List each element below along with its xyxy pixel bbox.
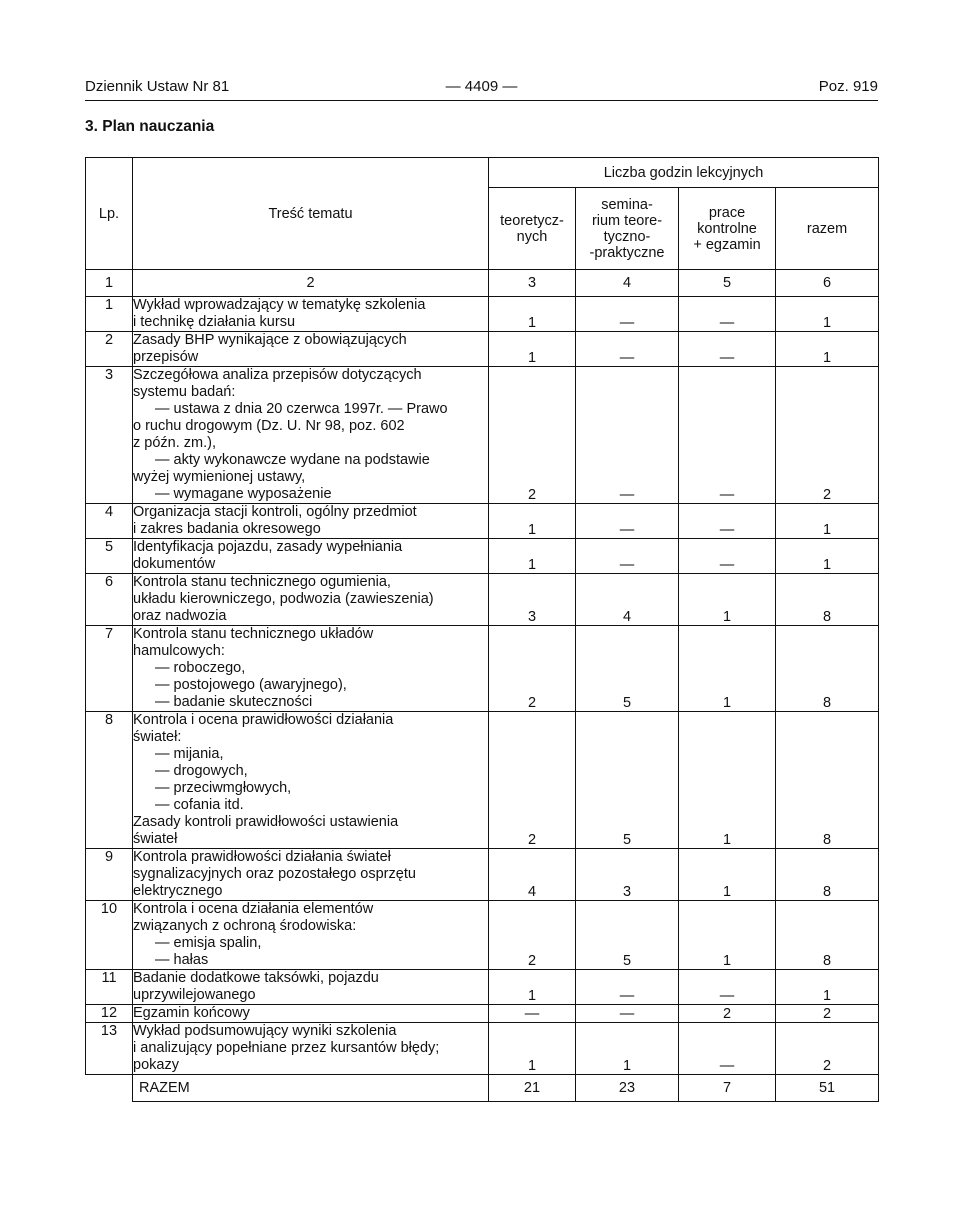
topic-line: — przeciwmgłowych, [155,780,292,796]
column-numbers-row [86,270,879,297]
row-tests-hours: 2 [679,1005,776,1023]
col-number: 1 [86,270,133,297]
topic-line: uprzywilejowanego [133,987,256,1003]
row-topic [133,574,489,626]
topic-line: Kontrola prawidłowości działania świateł [133,849,391,865]
topic-line: Zasady kontroli prawidłowości ustawienia [133,814,399,830]
row-theory-hours: 1 [489,504,576,539]
col-header-tests-text: prace kontrolne + egzamin [693,204,761,253]
topic-line: i zakres badania okresowego [133,521,321,537]
row-number: 1 [86,297,133,332]
topic-line: Wykład wprowadzający w tematykę szkolenia [133,297,426,313]
col-header-tests [679,188,776,270]
row-seminar-hours: — [576,970,679,1005]
row-topic [133,970,489,1005]
row-total-hours: 1 [776,504,879,539]
total-seminar: 23 [576,1075,679,1102]
total-row-blank [86,1075,133,1102]
row-seminar-hours: 5 [576,901,679,970]
row-total-hours: 8 [776,712,879,849]
row-seminar-hours: 5 [576,712,679,849]
total-theory: 21 [489,1075,576,1102]
col-number: 6 [776,270,879,297]
row-theory-hours: 2 [489,901,576,970]
topic-line: o ruchu drogowym (Dz. U. Nr 98, poz. 602 [133,418,405,434]
topic-line: układu kierowniczego, podwozia (zawieszenia) [133,591,434,607]
topic-line: oraz nadwozia [133,608,227,624]
row-theory-hours: 2 [489,712,576,849]
page-number: — 4409 — [445,78,518,95]
row-topic [133,901,489,970]
topic-line: Badanie dodatkowe taksówki, pojazdu [133,970,379,986]
row-tests-hours: — [679,504,776,539]
topic-line: Wykład podsumowujący wyniki szkolenia [133,1023,397,1039]
table-body [86,297,879,1075]
row-tests-hours: 1 [679,626,776,712]
table-row [86,297,879,332]
col-number: 3 [489,270,576,297]
row-total-hours: 1 [776,297,879,332]
row-tests-hours: — [679,539,776,574]
topic-line: systemu badań: [133,384,236,400]
topic-line: Kontrola stanu technicznego ogumienia, [133,574,391,590]
topic-line: — roboczego, [155,660,246,676]
total-total: 51 [776,1075,879,1102]
row-topic [133,332,489,367]
col-number: 5 [679,270,776,297]
topic-line: — drogowych, [155,763,248,779]
col-header-seminar [576,188,679,270]
row-topic [133,504,489,539]
col-number: 2 [133,270,489,297]
col-header-theory-text: teoretycz- nych [500,212,564,245]
col-header-lp: Lp. [86,158,133,270]
row-theory-hours: 2 [489,367,576,504]
table-row [86,849,879,901]
row-total-hours: 2 [776,1005,879,1023]
topic-line: Kontrola stanu technicznego układów [133,626,374,642]
topic-line: świateł [133,831,178,847]
row-theory-hours: — [489,1005,576,1023]
row-seminar-hours: 1 [576,1023,679,1075]
col-header-topic: Treść tematu [133,158,489,270]
row-number: 5 [86,539,133,574]
col-number: 4 [576,270,679,297]
topic-line: przepisów [133,349,199,365]
row-seminar-hours: — [576,297,679,332]
topic-line: i analizujący popełniane przez kursantów błędy; [133,1040,440,1056]
topic-line: — badanie skuteczności [155,694,313,710]
row-number: 12 [86,1005,133,1023]
row-topic [133,626,489,712]
topic-line: Kontrola i ocena prawidłowości działania [133,712,394,728]
position-number: Poz. 919 [818,78,878,95]
topic-line: Egzamin końcowy [133,1005,250,1021]
topic-line: hamulcowych: [133,643,225,659]
topic-line: sygnalizacyjnych oraz pozostałego osprzętu [133,866,416,882]
col-header-theory [489,188,576,270]
topic-line: — cofania itd. [155,797,244,813]
topic-line: — ustawa z dnia 20 czerwca 1997r. — Prawo [155,401,448,417]
row-total-hours: 8 [776,849,879,901]
topic-line: pokazy [133,1057,179,1073]
row-theory-hours: 1 [489,539,576,574]
row-tests-hours: — [679,332,776,367]
row-number: 6 [86,574,133,626]
row-seminar-hours: — [576,504,679,539]
row-seminar-hours: 4 [576,574,679,626]
table-row [86,970,879,1005]
row-seminar-hours: — [576,367,679,504]
row-number: 8 [86,712,133,849]
row-seminar-hours: — [576,1005,679,1023]
row-total-hours: 1 [776,970,879,1005]
total-row [86,1075,879,1102]
row-seminar-hours: — [576,332,679,367]
col-header-total: razem [776,188,879,270]
row-tests-hours: 1 [679,849,776,901]
topic-line: z późn. zm.), [133,435,216,451]
topic-line: Organizacja stacji kontroli, ogólny przedmiot [133,504,417,520]
row-topic [133,297,489,332]
row-total-hours: 1 [776,332,879,367]
topic-line: związanych z ochroną środowiska: [133,918,357,934]
table-row [86,504,879,539]
row-theory-hours: 1 [489,1023,576,1075]
row-tests-hours: — [679,970,776,1005]
row-total-hours: 8 [776,626,879,712]
topic-line: wyżej wymienionej ustawy, [133,469,306,485]
row-tests-hours: 1 [679,901,776,970]
topic-line: elektrycznego [133,883,223,899]
table-row [86,539,879,574]
row-topic [133,539,489,574]
row-theory-hours: 2 [489,626,576,712]
row-topic [133,367,489,504]
row-number: 13 [86,1023,133,1075]
row-number: 4 [86,504,133,539]
section-title: 3. Plan nauczania [85,118,215,135]
row-number: 9 [86,849,133,901]
journal-title: Dziennik Ustaw Nr 81 [85,78,230,95]
table-row [86,367,879,504]
row-topic [133,849,489,901]
topic-line: — emisja spalin, [155,935,262,951]
topic-line: Kontrola i ocena działania elementów [133,901,374,917]
row-tests-hours: — [679,1023,776,1075]
table-row [86,712,879,849]
topic-line: świateł: [133,729,182,745]
row-tests-hours: 1 [679,574,776,626]
row-theory-hours: 1 [489,297,576,332]
row-total-hours: 1 [776,539,879,574]
row-tests-hours: — [679,297,776,332]
topic-line: — postojowego (awaryjnego), [155,677,347,693]
table-row [86,1023,879,1075]
row-tests-hours: 1 [679,712,776,849]
table-row [86,626,879,712]
topic-line: — akty wykonawcze wydane na podstawie [155,452,430,468]
row-number: 10 [86,901,133,970]
topic-line: — hałas [155,952,209,968]
col-header-seminar-text: semina- rium teore- tyczno- -praktyczne [589,196,665,261]
page-header [85,78,878,101]
table-row [86,901,879,970]
row-number: 2 [86,332,133,367]
row-theory-hours: 1 [489,332,576,367]
row-topic [133,1005,489,1023]
row-seminar-hours: 3 [576,849,679,901]
row-topic [133,712,489,849]
row-seminar-hours: — [576,539,679,574]
topic-line: i technikę działania kursu [133,314,296,330]
topic-line: — mijania, [155,746,224,762]
row-total-hours: 2 [776,1023,879,1075]
row-total-hours: 2 [776,367,879,504]
total-label: RAZEM [133,1075,489,1102]
col-header-hours-group: Liczba godzin lekcyjnych [489,158,879,188]
row-number: 7 [86,626,133,712]
row-theory-hours: 3 [489,574,576,626]
row-seminar-hours: 5 [576,626,679,712]
table-row [86,332,879,367]
row-tests-hours: — [679,367,776,504]
topic-line: Szczegółowa analiza przepisów dotyczących [133,367,422,383]
topic-line: — wymagane wyposażenie [155,486,332,502]
total-tests: 7 [679,1075,776,1102]
topic-line: Identyfikacja pojazdu, zasady wypełniania [133,539,403,555]
row-total-hours: 8 [776,574,879,626]
topic-line: Zasady BHP wynikające z obowiązujących [133,332,407,348]
curriculum-table [85,157,879,1102]
row-number: 11 [86,970,133,1005]
row-theory-hours: 1 [489,970,576,1005]
row-topic [133,1023,489,1075]
row-number: 3 [86,367,133,504]
row-total-hours: 8 [776,901,879,970]
row-theory-hours: 4 [489,849,576,901]
table-row [86,1005,879,1023]
topic-line: dokumentów [133,556,216,572]
table-row [86,574,879,626]
